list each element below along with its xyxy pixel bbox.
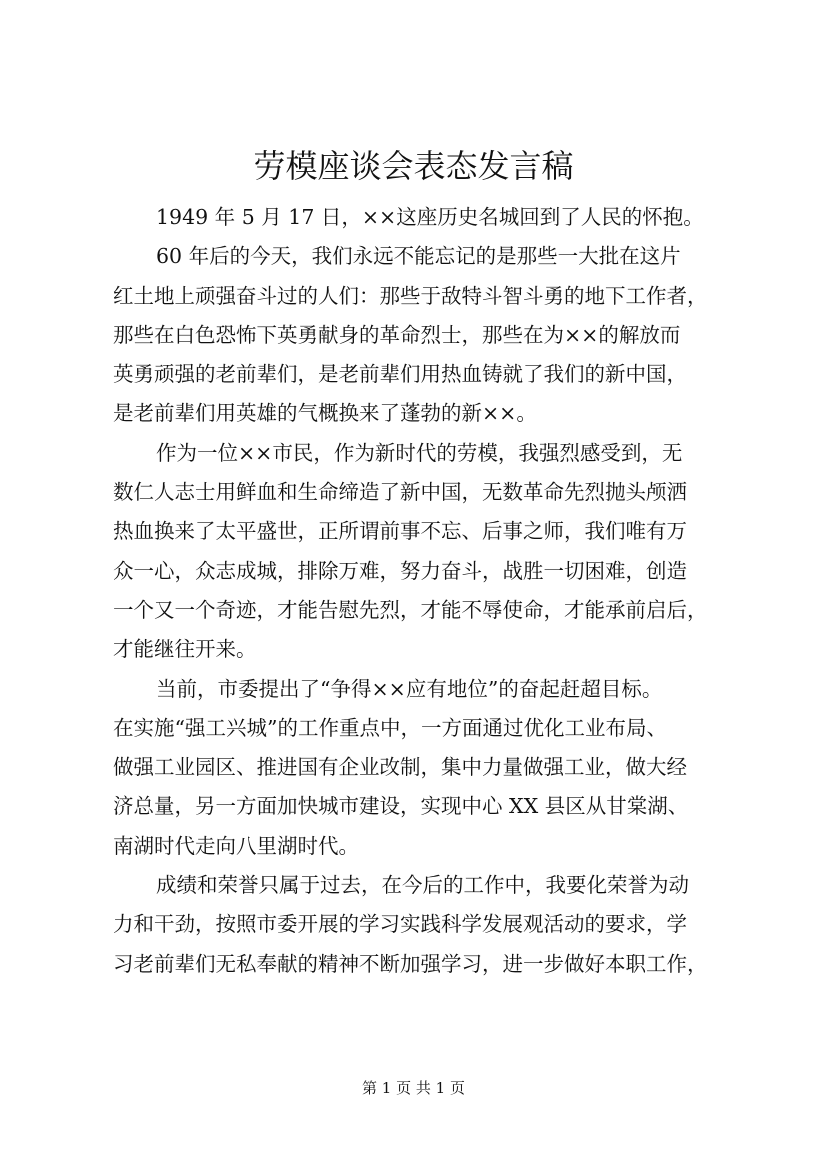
- body-line: 南湖时代走向八里湖时代。: [113, 833, 359, 858]
- page-footer: 第 1 页 共 1 页: [362, 1079, 465, 1097]
- body-line: 成绩和荣誉只属于过去，在今后的工作中，我要化荣誉为动: [156, 873, 689, 898]
- body-line: 作为一位××市民，作为新时代的劳模，我强烈感受到，无: [156, 440, 683, 465]
- body-line: 习老前辈们无私奉献的精神不断加强学习，进一步做好本职工作，: [113, 951, 708, 976]
- document-body: [113, 198, 738, 984]
- body-line: 英勇顽强的老前辈们，是老前辈们用热血铸就了我们的新中国，: [113, 362, 687, 387]
- body-line: 1949 年 5 月 17 日，××这座历史名城回到了人民的怀抱。: [156, 205, 704, 229]
- body-line: 众一心，众志成城，排除万难，努力奋斗，战胜一切困难，创造: [113, 558, 687, 583]
- body-line: 当前，市委提出了“争得××应有地位”的奋起赶超目标。: [156, 676, 663, 701]
- body-line: 是老前辈们用英雄的气概换来了蓬勃的新××。: [113, 401, 537, 426]
- body-line: 在实施“强工兴城”的工作重点中，一方面通过优化工业布局、: [113, 715, 667, 740]
- body-line: 一个又一个奇迹，才能告慰先烈，才能不辱使命，才能承前启后，: [113, 597, 708, 622]
- document-title: 劳模座谈会表态发言稿: [253, 147, 574, 185]
- body-line: 那些在白色恐怖下英勇献身的革命烈士，那些在为××的解放而: [113, 322, 681, 347]
- body-line: 才能继往开来。: [113, 637, 257, 662]
- body-line: 做强工业园区、推进国有企业改制，集中力量做强工业，做大经: [113, 755, 687, 780]
- body-line: 力和干劲，按照市委开展的学习实践科学发展观活动的要求，学: [113, 912, 687, 937]
- body-line: 红土地上顽强奋斗过的人们：那些于敌特斗智斗勇的地下工作者，: [113, 283, 708, 308]
- body-line: 热血换来了太平盛世，正所谓前事不忘、后事之师，我们唯有万: [113, 519, 687, 544]
- body-line: 济总量，另一方面加快城市建设，实现中心 XX 县区从甘棠湖、: [113, 794, 689, 819]
- body-line: 60 年后的今天，我们永远不能忘记的是那些一大批在这片: [156, 244, 681, 269]
- body-line: 数仁人志士用鲜血和生命缔造了新中国，无数革命先烈抛头颅洒: [113, 480, 687, 505]
